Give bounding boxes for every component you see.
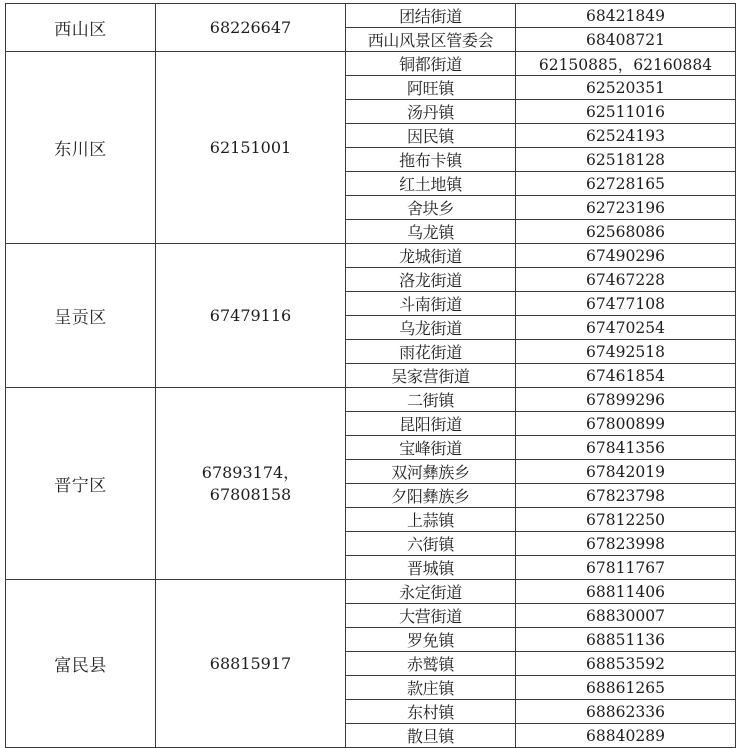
subdistrict-name-cell <box>346 556 516 580</box>
subdistrict-phone: 62150885，62160884 <box>538 55 713 74</box>
subdistrict-name: 散旦镇 <box>406 727 455 746</box>
subdistrict-name-cell <box>346 388 516 412</box>
subdistrict-phone-cell <box>516 100 736 124</box>
subdistrict-name: 乌龙街道 <box>399 319 462 338</box>
subdistrict-phone: 68861265 <box>586 678 665 697</box>
subdistrict-phone-cell <box>516 676 736 700</box>
subdistrict-name: 夕阳彝族乡 <box>391 487 470 506</box>
district-name: 西山区 <box>54 20 107 40</box>
subdistrict-name: 斗南街道 <box>399 295 462 314</box>
subdistrict-name: 阿旺镇 <box>406 79 455 98</box>
subdistrict-phone: 67490296 <box>586 246 665 265</box>
subdistrict-phone: 68421849 <box>586 6 665 25</box>
subdistrict-name: 永定街道 <box>399 583 462 602</box>
subdistrict-phone: 62524193 <box>586 126 665 145</box>
subdistrict-phone-cell <box>516 724 736 748</box>
subdistrict-name-cell <box>346 196 516 220</box>
subdistrict-phone-cell <box>516 508 736 532</box>
district-name-cell <box>6 4 156 52</box>
subdistrict-phone: 67812250 <box>586 510 665 529</box>
subdistrict-name: 西山风景区管委会 <box>367 31 494 50</box>
subdistrict-phone: 67461854 <box>586 366 665 385</box>
subdistrict-phone-cell <box>516 124 736 148</box>
table-row <box>6 388 736 412</box>
table-row <box>6 580 736 604</box>
subdistrict-phone: 68851136 <box>586 630 665 649</box>
subdistrict-phone: 67800899 <box>586 414 665 433</box>
subdistrict-name-cell <box>346 580 516 604</box>
subdistrict-name: 宝峰街道 <box>399 439 462 458</box>
subdistrict-name-cell <box>346 340 516 364</box>
subdistrict-phone-cell <box>516 148 736 172</box>
subdistrict-name: 龙城街道 <box>399 247 462 266</box>
district-phone: 67808158 <box>209 484 292 504</box>
subdistrict-phone: 68862336 <box>586 702 665 721</box>
subdistrict-name: 团结街道 <box>399 7 462 26</box>
subdistrict-name: 赤鹫镇 <box>406 655 455 674</box>
subdistrict-phone-cell <box>516 412 736 436</box>
subdistrict-phone-cell <box>516 316 736 340</box>
subdistrict-phone: 67899296 <box>586 390 665 409</box>
subdistrict-phone-cell <box>516 52 736 76</box>
subdistrict-phone: 62568086 <box>586 222 665 241</box>
district-phone: 68226647 <box>209 17 292 37</box>
subdistrict-phone: 68853592 <box>586 654 665 673</box>
subdistrict-name: 款庄镇 <box>406 679 455 698</box>
district-phone: 68815917 <box>209 653 292 673</box>
subdistrict-name: 上蒜镇 <box>406 511 455 530</box>
subdistrict-name: 二街镇 <box>406 391 455 410</box>
district-name-cell <box>6 580 156 748</box>
subdistrict-name-cell <box>346 652 516 676</box>
subdistrict-name-cell <box>346 460 516 484</box>
district-phone-table <box>5 3 736 748</box>
subdistrict-name-cell <box>346 532 516 556</box>
subdistrict-phone: 62728165 <box>586 174 665 193</box>
subdistrict-phone-cell <box>516 172 736 196</box>
subdistrict-phone-cell <box>516 196 736 220</box>
district-phone-cell <box>156 388 346 580</box>
subdistrict-name-cell <box>346 676 516 700</box>
district-phone-cell <box>156 580 346 748</box>
subdistrict-name-cell <box>346 148 516 172</box>
subdistrict-name-cell <box>346 364 516 388</box>
subdistrict-phone: 68811406 <box>586 582 665 601</box>
subdistrict-name-cell <box>346 436 516 460</box>
district-phone-cell <box>156 52 346 244</box>
subdistrict-name-cell <box>346 100 516 124</box>
district-phone-cell <box>156 4 346 52</box>
subdistrict-phone: 62520351 <box>586 78 665 97</box>
subdistrict-name-cell <box>346 244 516 268</box>
subdistrict-name: 大营街道 <box>399 607 462 626</box>
subdistrict-name-cell <box>346 4 516 28</box>
subdistrict-phone-cell <box>516 292 736 316</box>
subdistrict-name: 铜都街道 <box>399 55 462 74</box>
subdistrict-phone-cell <box>516 700 736 724</box>
subdistrict-phone: 67811767 <box>586 558 665 577</box>
table-row <box>6 4 736 28</box>
district-phone: 62151001 <box>209 137 292 157</box>
district-name-cell <box>6 388 156 580</box>
subdistrict-phone-cell <box>516 340 736 364</box>
subdistrict-name-cell <box>346 724 516 748</box>
subdistrict-phone-cell <box>516 604 736 628</box>
subdistrict-phone-cell <box>516 532 736 556</box>
subdistrict-phone: 68830007 <box>586 606 665 625</box>
subdistrict-name: 吴家营街道 <box>391 367 470 386</box>
subdistrict-phone-cell <box>516 556 736 580</box>
subdistrict-name: 双河彝族乡 <box>391 463 470 482</box>
subdistrict-name: 东村镇 <box>406 703 455 722</box>
subdistrict-name: 洛龙街道 <box>399 271 462 290</box>
table-row <box>6 52 736 76</box>
district-name: 晋宁区 <box>54 476 107 496</box>
subdistrict-phone-cell <box>516 388 736 412</box>
district-name: 东川区 <box>54 140 107 160</box>
subdistrict-phone-cell <box>516 484 736 508</box>
subdistrict-phone: 62723196 <box>586 198 665 217</box>
district-name: 呈贡区 <box>54 308 107 328</box>
subdistrict-name-cell <box>346 484 516 508</box>
subdistrict-name-cell <box>346 292 516 316</box>
subdistrict-name: 雨花街道 <box>399 343 462 362</box>
subdistrict-phone-cell <box>516 220 736 244</box>
subdistrict-phone: 67823998 <box>586 534 665 553</box>
subdistrict-phone-cell <box>516 268 736 292</box>
subdistrict-name: 昆阳街道 <box>399 415 462 434</box>
subdistrict-phone-cell <box>516 436 736 460</box>
subdistrict-name-cell <box>346 268 516 292</box>
subdistrict-phone-cell <box>516 364 736 388</box>
subdistrict-name-cell <box>346 76 516 100</box>
subdistrict-phone: 67842019 <box>586 462 665 481</box>
subdistrict-name-cell <box>346 508 516 532</box>
subdistrict-phone-cell <box>516 460 736 484</box>
subdistrict-name: 舍块乡 <box>406 199 455 218</box>
subdistrict-name: 因民镇 <box>406 127 455 146</box>
table-row <box>6 244 736 268</box>
district-name-cell <box>6 52 156 244</box>
district-name-cell <box>6 244 156 388</box>
subdistrict-phone: 67823798 <box>586 486 665 505</box>
document-page <box>5 3 736 748</box>
district-name: 富民县 <box>54 656 107 676</box>
subdistrict-phone-cell <box>516 76 736 100</box>
subdistrict-name-cell <box>346 316 516 340</box>
subdistrict-name-cell <box>346 220 516 244</box>
subdistrict-name: 晋城镇 <box>406 559 455 578</box>
subdistrict-phone: 67492518 <box>586 342 665 361</box>
subdistrict-name-cell <box>346 412 516 436</box>
district-phone: 67479116 <box>209 305 292 325</box>
subdistrict-name-cell <box>346 700 516 724</box>
subdistrict-phone: 67477108 <box>586 294 665 313</box>
subdistrict-phone-cell <box>516 4 736 28</box>
subdistrict-name: 乌龙镇 <box>406 223 455 242</box>
subdistrict-name-cell <box>346 124 516 148</box>
subdistrict-phone: 68840289 <box>586 726 665 745</box>
subdistrict-phone: 67470254 <box>586 318 665 337</box>
subdistrict-name: 罗免镇 <box>406 631 455 650</box>
district-phone: 67893174， <box>201 462 300 482</box>
subdistrict-name: 拖布卡镇 <box>399 151 462 170</box>
subdistrict-name: 六街镇 <box>406 535 455 554</box>
subdistrict-name-cell <box>346 52 516 76</box>
subdistrict-phone-cell <box>516 244 736 268</box>
subdistrict-phone: 62511016 <box>586 102 665 121</box>
table-body <box>6 4 736 748</box>
subdistrict-phone-cell <box>516 580 736 604</box>
subdistrict-name-cell <box>346 628 516 652</box>
subdistrict-name-cell <box>346 604 516 628</box>
subdistrict-phone-cell <box>516 652 736 676</box>
subdistrict-phone-cell <box>516 28 736 52</box>
subdistrict-phone: 67467228 <box>586 270 665 289</box>
subdistrict-phone: 68408721 <box>586 30 665 49</box>
subdistrict-name-cell <box>346 28 516 52</box>
subdistrict-phone: 62518128 <box>586 150 665 169</box>
subdistrict-name: 汤丹镇 <box>406 103 455 122</box>
subdistrict-name: 红土地镇 <box>399 175 462 194</box>
subdistrict-name-cell <box>346 172 516 196</box>
district-phone-cell <box>156 244 346 388</box>
subdistrict-phone: 67841356 <box>586 438 665 457</box>
subdistrict-phone-cell <box>516 628 736 652</box>
